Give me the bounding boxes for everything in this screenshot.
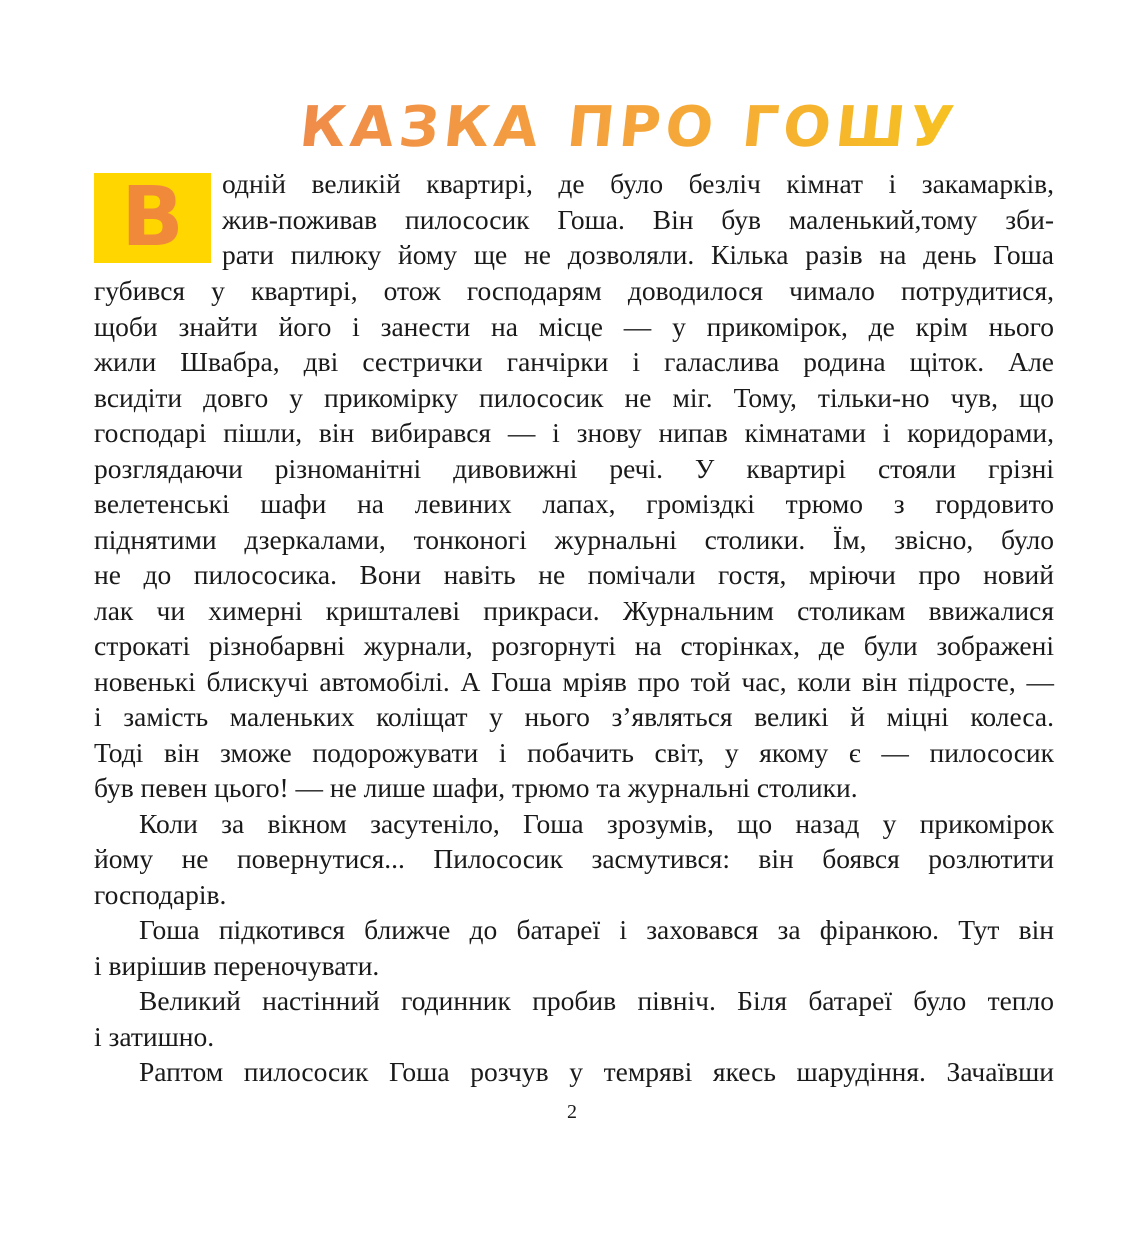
text-line: новенькі блискучі автомобілі. А Гоша мріяв про той час, коли він підросте, — bbox=[94, 666, 1054, 697]
text-line: Тоді він зможе подорожувати і побачить світ, у якому є — пилососик bbox=[94, 737, 1054, 768]
drop-cap: В bbox=[94, 173, 211, 263]
text-line: йому не повернутися... Пилососик засмутився: він боявся розлютити bbox=[94, 843, 1054, 874]
text-line: строкаті різнобарвні журнали, розгорнуті на сторінках, де були зображені bbox=[94, 630, 1054, 661]
page-number: 2 bbox=[567, 1101, 577, 1123]
text-line: лак чи химерні кришталеві прикраси. Журнальним столикам ввижалися bbox=[94, 595, 1054, 626]
text-line: не до пилососика. Вони навіть не помічали гостя, мріючи про новий bbox=[94, 559, 1054, 590]
text-line: всидіти довго у прикомірку пилососик не міг. Тому, тільки-но чув, що bbox=[94, 382, 1054, 413]
story-title: КАЗКА ПРО ГОШУ bbox=[296, 88, 1004, 168]
text-line: Раптом пилососик Гоша розчув у темряві якесь шарудіння. Зачаївши bbox=[139, 1056, 1054, 1087]
text-line: щоби знайти його і занести на місце — у прикомірок, де крім нього bbox=[94, 311, 1054, 342]
text-line: розглядаючи різноманітні дивовижні речі. У квартирі стояли грізні bbox=[94, 453, 1054, 484]
text-line: одній великій квартирі, де було безліч кімнат і закамарків, bbox=[222, 168, 1054, 199]
text-line: рати пилюку йому ще не дозволяли. Кілька разів на день Гоша bbox=[222, 239, 1054, 270]
text-line: Коли за вікном засутеніло, Гоша зрозумів, що назад у прикомірок bbox=[139, 808, 1054, 839]
text-line: жили Швабра, дві сестрички ганчірки і галаслива родина щіток. Але bbox=[94, 346, 1054, 377]
text-line: і затишно. bbox=[94, 1021, 215, 1052]
text-line: велетенські шафи на левиних лапах, громіздкі трюмо з гордовито bbox=[94, 488, 1054, 519]
text-line: господарів. bbox=[94, 879, 227, 910]
text-line: губився у квартирі, отож господарям доводилося чимало потрудитися, bbox=[94, 275, 1054, 306]
text-line: і вирішив переночувати. bbox=[94, 950, 380, 981]
text-line: піднятими дзеркалами, тонконогі журнальні столики. Їм, звісно, було bbox=[94, 524, 1054, 555]
text-line: і замість маленьких коліщат у нього з’являться великі й міцні колеса. bbox=[94, 701, 1054, 732]
text-line: Гоша підкотився ближче до батареї і заховався за фіранкою. Тут він bbox=[139, 914, 1054, 945]
text-line: господарі пішли, він вибирався — і знову нипав кімнатами і коридорами, bbox=[94, 417, 1054, 448]
text-line: Великий настінний годинник пробив північ. Біля батареї було тепло bbox=[139, 985, 1054, 1016]
text-line: жив-поживав пилососик Гоша. Він був маленький,тому зби- bbox=[222, 204, 1054, 235]
text-line: був певен цього! — не лише шафи, трюмо та журнальні столики. bbox=[94, 772, 858, 803]
